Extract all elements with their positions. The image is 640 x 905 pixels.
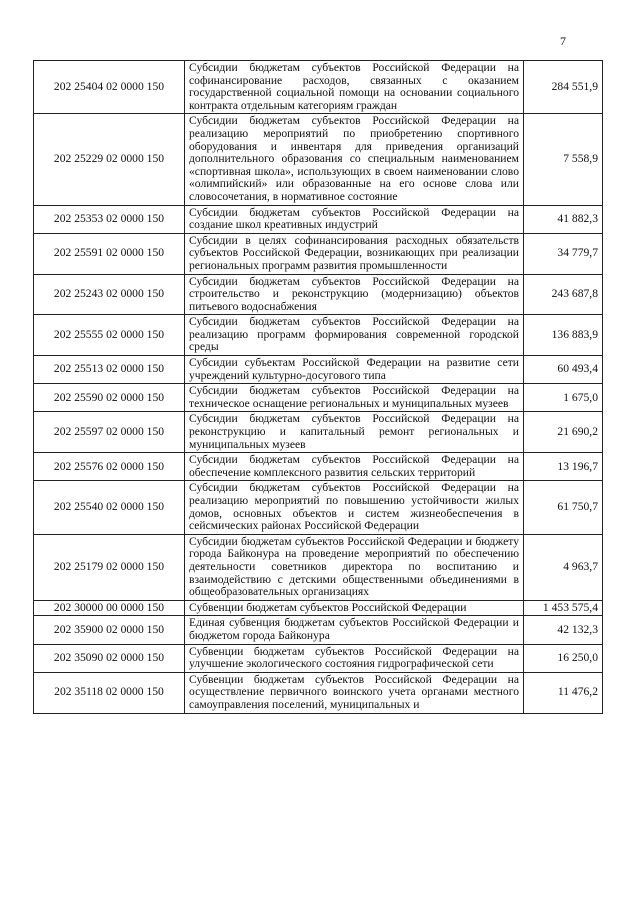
amount-cell: 21 690,2 [524,412,603,453]
table-row [34,534,603,600]
amount-cell: 34 779,7 [524,233,603,274]
description-cell: Субсидии бюджетам субъектов Российской Федерации на софинансирование расходов, связанных с оказанием государственной социальной помощи на основании социального контракта отдельным категориям граждан [185,61,524,114]
table-row [34,356,603,384]
budget-code-cell: 202 25404 02 0000 150 [34,61,185,114]
table-row [34,274,603,315]
budget-code-cell: 202 30000 00 0000 150 [34,600,185,616]
description-cell: Субсидии субъектам Российской Федерации на развитие сети учреждений культурно-досугового типа [185,356,524,384]
amount-cell: 243 687,8 [524,274,603,315]
description-cell: Субсидии бюджетам субъектов Российской Федерации на реализацию мероприятий по повышению устойчивости жилых домов, основных объектов и систем жизнеобеспечения в сейсмических районах Российской Федерации [185,481,524,534]
amount-cell: 11 476,2 [524,672,603,713]
table-row [34,205,603,233]
table-row [34,233,603,274]
table-row [34,616,603,644]
description-cell: Субвенции бюджетам субъектов Российской Федерации на улучшение экологического состояния гидрографической сети [185,644,524,672]
amount-cell: 1 453 575,4 [524,600,603,616]
table-row [34,600,603,616]
budget-code-cell: 202 25590 02 0000 150 [34,384,185,412]
table-row [34,315,603,356]
budget-code-cell: 202 25513 02 0000 150 [34,356,185,384]
table-row [34,672,603,713]
table-row [34,384,603,412]
amount-cell: 60 493,4 [524,356,603,384]
description-cell: Субвенции бюджетам субъектов Российской Федерации на осуществление первичного воинского учета органами местного самоуправления поселений, муниципальных и [185,672,524,713]
table-row [34,114,603,205]
description-cell: Субсидии в целях софинансирования расходных обязательств субъектов Российской Федерации, возникающих при реализации региональных программ развития промышленности [185,233,524,274]
amount-cell: 61 750,7 [524,481,603,534]
table-body [34,61,603,714]
description-cell: Субсидии бюджетам субъектов Российской Федерации и бюджету города Байконура на проведение мероприятий по обеспечению деятельности советников директора по воспитанию и взаимодействию с детскими общественными объединениями в общеобразовательных организациях [185,534,524,600]
description-cell: Субсидии бюджетам субъектов Российской Федерации на обеспечение комплексного развития сельских территорий [185,453,524,481]
description-cell: Субсидии бюджетам субъектов Российской Федерации на реконструкцию и капитальный ремонт региональных и муниципальных музеев [185,412,524,453]
description-cell: Субсидии бюджетам субъектов Российской Федерации на техническое оснащение региональных и муниципальных музеев [185,384,524,412]
budget-code-cell: 202 25229 02 0000 150 [34,114,185,205]
amount-cell: 284 551,9 [524,61,603,114]
description-cell: Субсидии бюджетам субъектов Российской Федерации на реализацию мероприятий по приобретению спортивного оборудования и инвентаря для приведения организаций дополнительного образования со специальным наименованием «спортивная школа», использующих в своем наименовании слово «олимпийский» или образованные на его основе слова или словосочетания, в нормативное состояние [185,114,524,205]
amount-cell: 1 675,0 [524,384,603,412]
budget-code-cell: 202 25353 02 0000 150 [34,205,185,233]
amount-cell: 136 883,9 [524,315,603,356]
amount-cell: 42 132,3 [524,616,603,644]
description-cell: Субсидии бюджетам субъектов Российской Федерации на строительство и реконструкцию (модернизацию) объектов питьевого водоснабжения [185,274,524,315]
budget-code-cell: 202 25243 02 0000 150 [34,274,185,315]
budget-code-cell: 202 35118 02 0000 150 [34,672,185,713]
budget-code-cell: 202 25597 02 0000 150 [34,412,185,453]
budget-code-cell: 202 25591 02 0000 150 [34,233,185,274]
budget-code-cell: 202 25576 02 0000 150 [34,453,185,481]
amount-cell: 16 250,0 [524,644,603,672]
budget-code-cell: 202 35900 02 0000 150 [34,616,185,644]
budget-revenue-table [33,60,603,714]
amount-cell: 41 882,3 [524,205,603,233]
amount-cell: 4 963,7 [524,534,603,600]
table-row [34,61,603,114]
description-cell: Единая субвенция бюджетам субъектов Российской Федерации и бюджетом города Байконура [185,616,524,644]
budget-code-cell: 202 25555 02 0000 150 [34,315,185,356]
table-row [34,453,603,481]
amount-cell: 13 196,7 [524,453,603,481]
table-row [34,481,603,534]
budget-code-cell: 202 35090 02 0000 150 [34,644,185,672]
description-cell: Субвенции бюджетам субъектов Российской Федерации [185,600,524,616]
table-row [34,412,603,453]
budget-code-cell: 202 25540 02 0000 150 [34,481,185,534]
description-cell: Субсидии бюджетам субъектов Российской Федерации на реализацию программ формирования современной городской среды [185,315,524,356]
page-number: 7 [560,34,566,48]
table-row [34,644,603,672]
description-cell: Субсидии бюджетам субъектов Российской Федерации на создание школ креативных индустрий [185,205,524,233]
budget-code-cell: 202 25179 02 0000 150 [34,534,185,600]
amount-cell: 7 558,9 [524,114,603,205]
